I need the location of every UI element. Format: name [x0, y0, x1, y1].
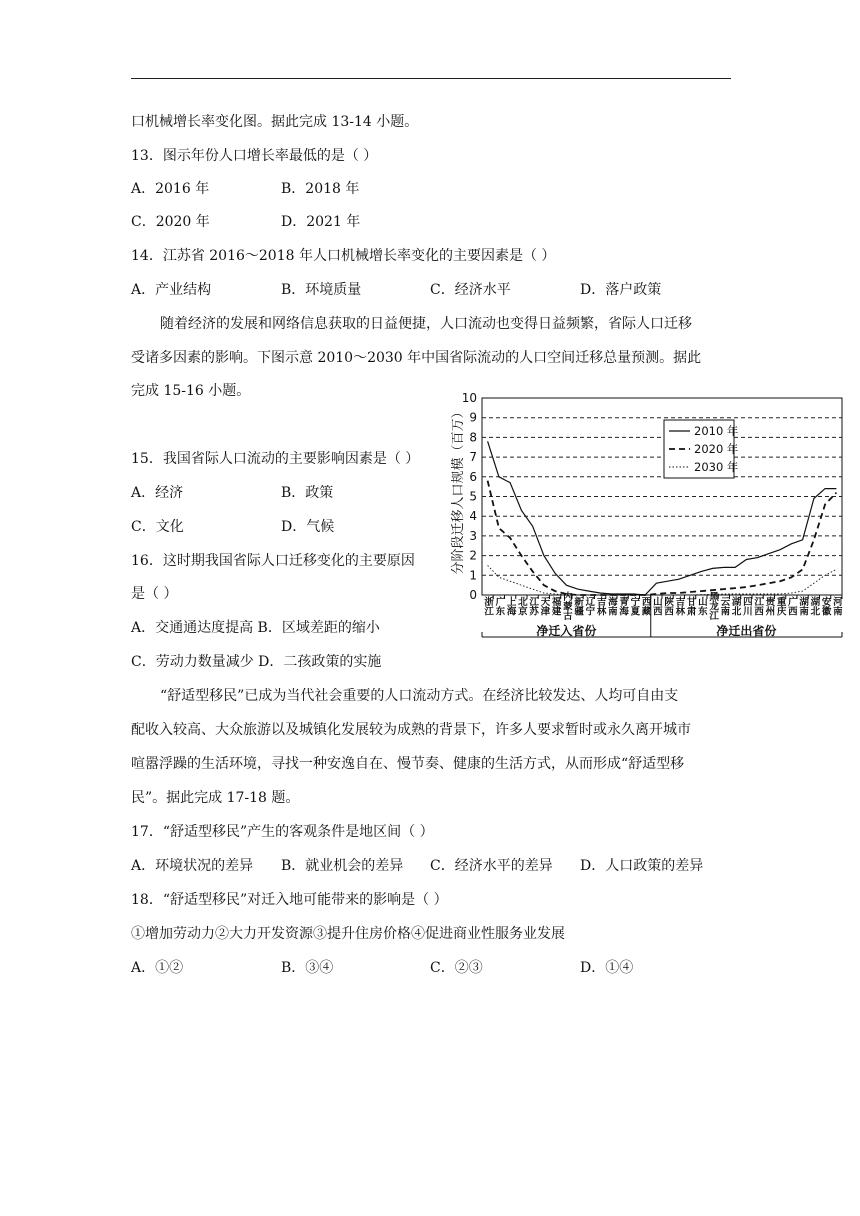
- y-tick-label: 7: [469, 450, 477, 465]
- option-14b: B．环境质量: [281, 282, 362, 298]
- x-tick-label: 河南: [830, 596, 842, 616]
- series-line: [488, 481, 837, 595]
- x-tick-label: 山东: [695, 596, 707, 616]
- option-17a: A．环境状况的差异: [131, 858, 254, 874]
- y-tick-label: 6: [469, 469, 477, 484]
- x-tick-label: 江苏: [527, 596, 539, 616]
- option-13c: C．2020 年: [131, 214, 210, 230]
- y-tick-label: 10: [461, 391, 477, 405]
- x-tick-label: 青海: [617, 596, 629, 616]
- y-tick-label: 2: [469, 548, 477, 563]
- y-tick-label: 1: [469, 568, 477, 583]
- chart-legend: [664, 420, 739, 478]
- x-tick-label: 四川: [740, 596, 752, 616]
- migration-line-chart: [448, 390, 848, 650]
- x-tick-label: 重庆: [774, 596, 786, 616]
- paragraph-line: “舒适型移民”已成为当代社会重要的人口流动方式。在经济比较发达、人均可自由支: [160, 688, 679, 704]
- x-tick-label: 海南: [605, 596, 617, 616]
- x-tick-label: 云南: [718, 596, 730, 616]
- option-14d: D．落户政策: [580, 282, 662, 298]
- paragraph-line: 民”。据此完成 17-18 题。: [131, 790, 300, 806]
- x-tick-label: 西藏: [639, 596, 651, 616]
- y-tick-label: 4: [469, 509, 477, 524]
- option-13d: D．2021 年: [281, 214, 361, 230]
- option-18b: B．③④: [281, 960, 334, 976]
- x-tick-label: 黑龙江: [707, 591, 719, 621]
- text-line: 口机械增长率变化图。据此完成 13-14 小题。: [131, 114, 419, 130]
- option-17d: D．人口政策的差异: [580, 858, 704, 874]
- legend-label: 2030 年: [694, 460, 739, 474]
- chart-series: [488, 441, 837, 595]
- option-13a: A．2016 年: [131, 181, 210, 197]
- question-16: 16．这时期我国省际人口迁移变化的主要原因: [131, 553, 415, 569]
- y-tick-label: 3: [469, 528, 477, 543]
- y-tick-label: 0: [469, 588, 477, 602]
- x-axis-categories: [482, 591, 843, 621]
- legend-label: 2010 年: [694, 424, 739, 438]
- group-label: 净迁入省份: [536, 624, 597, 638]
- x-tick-label: 山西: [650, 596, 662, 616]
- x-tick-label: 甘肃: [684, 596, 696, 616]
- chart-grid: [482, 398, 842, 595]
- statements-18: ①增加劳动力②大力开发资源③提升住房价格④促进商业性服务业发展: [131, 926, 565, 942]
- x-tick-label: 吉林: [673, 596, 685, 616]
- option-18d: D．①④: [580, 960, 634, 976]
- plot-frame: [482, 398, 842, 595]
- x-tick-label: 陕西: [662, 596, 674, 616]
- paragraph-line: 喧嚣浮躁的生活环境，寻找一种安逸自在、慢节奏、健康的生活方式，从而形成“舒适型移: [131, 756, 685, 772]
- options-16-row2: C．劳动力数量减少 D．二孩政策的实施: [131, 654, 382, 670]
- x-tick-label: 福建: [549, 596, 561, 616]
- x-tick-label: 广东: [493, 596, 505, 616]
- option-15c: C．文化: [131, 519, 184, 535]
- y-axis-label: 分阶段迁移人口规模（百万）: [451, 405, 466, 575]
- header-rule: [131, 78, 731, 79]
- group-label: 净迁出省份: [716, 624, 777, 638]
- x-tick-label: 宁夏: [628, 596, 640, 616]
- x-tick-label: 安徽: [819, 596, 831, 616]
- y-tick-label: 5: [469, 489, 477, 504]
- question-17: 17．“舒适型移民”产生的客观条件是地区间（ ）: [131, 824, 434, 840]
- question-13: 13．图示年份人口增长率最低的是（ ）: [131, 148, 378, 164]
- paragraph-line: 配收入较高、大众旅游以及城镇化发展较为成熟的背景下，许多人要求暂时或永久离开城市: [131, 722, 691, 738]
- legend-label: 2020 年: [694, 442, 739, 456]
- question-14: 14．江苏省 2016～2018 年人口机械增长率变化的主要因素是（ ）: [131, 248, 556, 264]
- x-tick-label: 天津: [538, 596, 550, 616]
- x-tick-label: 吉林: [594, 596, 606, 616]
- option-18c: C．②③: [430, 960, 483, 976]
- x-tick-label: 广西: [785, 596, 797, 616]
- x-tick-label: 内蒙古: [560, 591, 572, 621]
- y-tick-label: 9: [469, 410, 477, 425]
- x-tick-label: 新疆: [572, 596, 584, 616]
- x-tick-label: 江西: [752, 596, 764, 616]
- paragraph-line: 完成 15-16 小题。: [131, 383, 251, 399]
- x-tick-label: 湖南: [797, 596, 809, 616]
- option-15b: B．政策: [281, 485, 334, 501]
- option-15d: D．气候: [281, 519, 335, 535]
- question-15: 15．我国省际人口流动的主要影响因素是（ ）: [131, 451, 420, 467]
- option-17c: C．经济水平的差异: [430, 858, 553, 874]
- x-tick-label: 湖北: [729, 596, 741, 616]
- y-tick-label: 8: [469, 430, 477, 445]
- option-15a: A．经济: [131, 485, 184, 501]
- x-tick-label: 贵州: [763, 596, 775, 616]
- option-17b: B．就业机会的差异: [281, 858, 404, 874]
- options-16-row1: A．交通通达度提高 B．区域差距的缩小: [131, 620, 380, 636]
- option-14c: C．经济水平: [430, 282, 511, 298]
- x-tick-label: 湖北: [808, 596, 820, 616]
- x-tick-label: 北京: [515, 596, 527, 616]
- option-18a: A．①②: [131, 960, 184, 976]
- option-13b: B．2018 年: [281, 181, 360, 197]
- question-16-cont: 是（ ）: [131, 586, 178, 602]
- x-tick-label: 上海: [504, 596, 516, 616]
- x-tick-label: 辽宁: [583, 596, 595, 616]
- question-18: 18．“舒适型移民”对迁入地可能带来的影响是（ ）: [131, 892, 448, 908]
- option-14a: A．产业结构: [131, 282, 212, 298]
- paragraph-line: 受诸多因素的影响。下图示意 2010～2030 年中国省际流动的人口空间迁移总量预测。据此: [131, 350, 702, 366]
- x-tick-label: 浙江: [482, 596, 494, 616]
- series-line: [488, 441, 837, 595]
- paragraph-line: 随着经济的发展和网络信息获取的日益便捷，人口流动也变得日益频繁，省际人口迁移: [160, 316, 692, 332]
